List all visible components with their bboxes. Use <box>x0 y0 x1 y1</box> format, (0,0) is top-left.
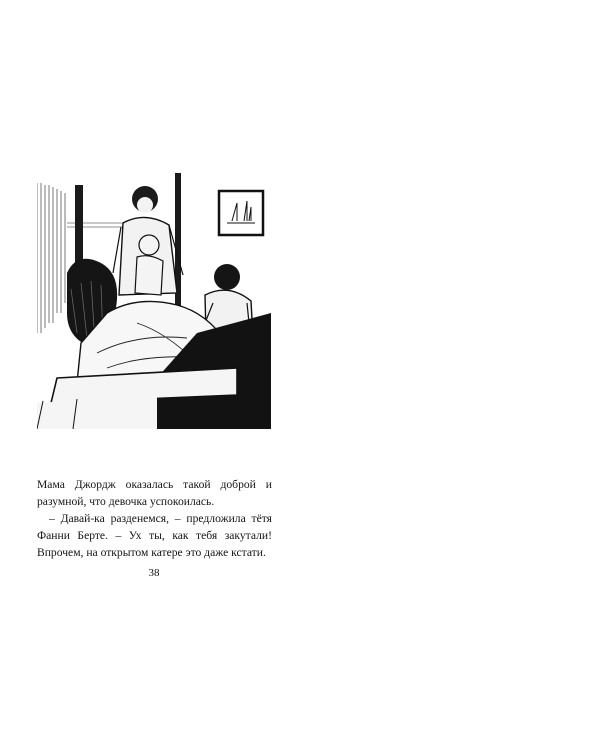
bedroom-illustration <box>37 163 271 429</box>
paragraph: Мама Джордж оказалась такой доброй и разумной, что девочка успокоилась. <box>37 478 272 508</box>
paragraph: – Давай-ка разденемся, – предложила тётя Фанни Берте. – Ух ты, как тебя закутали! Впрочем, на открытом катере это даже кстати. <box>37 512 272 559</box>
right-page <box>300 0 600 750</box>
page-number: 38 <box>148 567 160 579</box>
left-page-text <box>37 476 272 561</box>
